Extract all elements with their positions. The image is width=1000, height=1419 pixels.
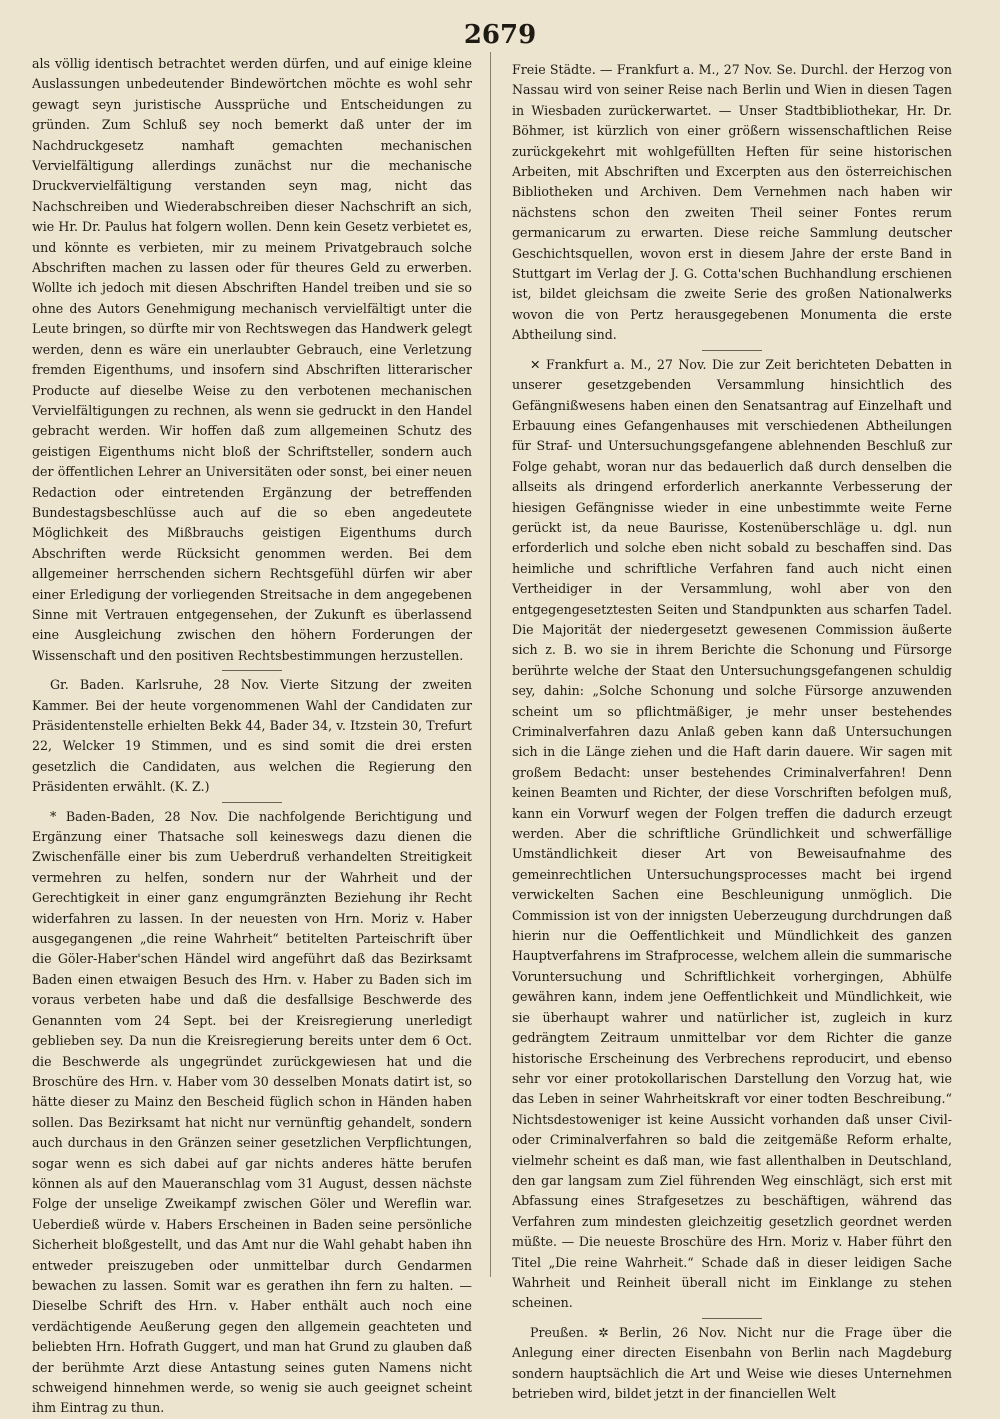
article-separator [702, 1318, 762, 1319]
article-baden-baden: * Baden-Baden, 28 Nov. Die nachfolgende Berichtigung und Ergänzung einer Thatsache soll keineswegs dazu dienen die Zwischenfälle einer bis zum Ueberdruß verhandelten Streitigkeit vermehren zu helfen, sondern nur der Wahrheit und der Gerechtigkeit in einer ganz engumgränzten Beziehung ihr Recht widerfahren zu lassen. In der neuesten von Hrn. Moriz v. Haber ausgegangenen „die reine Wahrheit“ betitelten Parteischrift über die Göler-Haber'schen Händel wird angeführt daß das Bezirksamt Baden einen etwaigen Besuch des Hrn. v. Haber zu Baden sich im voraus verbeten habe und daß die desfallsige Beschwerde des Genannten vom 24 Sept. bei der Kreisregierung unerledigt geblieben sey. Da nun die Kreisregierung bereits unter dem 6 Oct. die Beschwerde als ungegründet zurückgewiesen hat und die Broschüre des Hrn. v. Haber vom 30 desselben Monats datirt ist, so hätte dieser zu Mainz den Bescheid füglich schon in Händen haben sollen. Das Bezirksamt hat nicht nur vernünftig gehandelt, sondern auch durchaus in den Gränzen seiner gesetzlichen Verpflichtungen, sogar wenn es sich dabei auf gar nichts anderes hätte berufen können als auf den Maueranschlag vom 31 August, dessen nächste Folge der unselige Zweikampf zwischen Göler und Wereflin war. Ueberdieß würde v. Habers Erscheinen in Baden seine persönliche Sicherheit bloßgestellt, und das Amt nur die Wahl gehabt haben ihn entweder preiszugeben oder unmittelbar durch Gendarmen bewachen zu lassen. Somit war es gerathen ihn fern zu halten. — Dieselbe Schrift des Hrn. v. Haber enthält auch noch eine verdächtigende Aeußerung gegen den allgemein geachteten und beliebten Hrn. Hofrath Guggert, und man hat Grund zu glauben daß der berühmte Arzt diese Antastung seines guten Namens nicht schweigend hinnehmen werde, so wenig sie auch geeignet scheint ihm Eintrag zu thun. [32, 808, 472, 1416]
left-column [32, 54, 472, 1419]
article-frankfurt-2: ✕ Frankfurt a. M., 27 Nov. Die zur Zeit berichteten Debatten in unserer gesetzgebenden Versammlung hinsichtlich des Gefängnißwesens haben einen den Senatsantrag auf Einzelhaft und Erbauung eines Gefangenhauses mit verschiedenen Abtheilungen für Straf- und Untersuchungsgefangene ablehnenden Beschluß zur Folge gehabt, woran nur das bedauerlich daß durch denselben die allseits als dringend erforderlich anerkannte Verbesserung der hiesigen Gefängnisse wieder in eine unbestimmte weite Ferne gerückt ist, da neue Baurisse, Kostenüberschläge u. dgl. nun erforderlich und solche eben nicht sobald zu beschaffen sind. Das heimliche und schriftliche Verfahren fand auch nicht einen Vertheidiger in der Versammlung, wohl aber von den entgegengesetztesten Seiten und Standpunkten aus scharfen Tadel. Die Majorität der niedergesetzt gewesenen Commission äußerte sich z. B. wo sie in ihrem Berichte die Schonung und Fürsorge berührte welche der Staat den Untersuchungsgefangenen schuldig sey, dahin: „Solche Schonung und solche Fürsorge anzuwenden scheint um so pflichtmäßiger, je mehr unser bestehendes Criminalverfahren dazu Anlaß geben kann daß Untersuchungen sich in die Länge ziehen und die Haft darin dauere. Wir sagen mit großem Bedacht: unser bestehendes Criminalverfahren! Denn keinen Beamten und Richter, der diese Vorschriften befolgen muß, kann ein Vorwurf wegen der Folgen treffen die dadurch erzeugt werden. Aber die schriftliche Gründlichkeit und schwerfällige Umständlichkeit dieser Art von Beweisaufnahme des gemeinrechtlichen Untersuchungsprocesses macht bei irgend verwickelten Sachen eine Beschleunigung unmöglich. Die Commission ist von der innigsten Ueberzeugung durchdrungen daß hierin nur die Oeffentlichkeit und Mündlichkeit des ganzen Hauptverfahrens im Strafprocesse, welchem allein die summarische Voruntersuchung und Schriftlichkeit vorhergingen, Abhülfe gewähren kann, indem jene Oeffentlichkeit und Mündlichkeit, wie sie überhaupt wahrer und natürlicher ist, zugleich in kurz gedrängtem Zeitraum unmittelbar vor dem Richter die ganze historische Erscheinung des Verbrechens reproducirt, und ebenso sehr vor einer protokollarischen Darstellung den Vorzug hat, wie das Leben in seiner Wahrheitskraft vor einer todten Beschreibung.“ Nichtsdestoweniger ist keine Aussicht vorhanden daß unser Civil- oder Criminalverfahren so bald die zeitgemäße Reform erhalte, vielmehr scheint es daß man, wie fast allenthalben in Deutschland, den gar langsam zum Ziel führenden Weg einschlägt, sich erst mit Abfassung eines Strafgesetzes zu beschäftigen, während das Verfahren zum mindesten gleichzeitig gesetzlich geordnet werden müßte. — Die neueste Broschüre des Hrn. Moriz v. Haber führt den Titel „Die reine Wahrheit.“ Schade daß in dieser leidigen Sache Wahrheit und Reinheit überall nicht im Einklange zu stehen scheinen. [512, 356, 952, 1311]
page-number: 2679 [463, 20, 537, 50]
article-copyright-end: als völlig identisch betrachtet werden dürfen, und auf einige kleine Auslassungen unbedeutender Bindewörtchen möchte es wohl sehr gewagt seyn juristische Aussprüche und Entscheidungen zu gründen. Zum Schluß sey noch bemerkt daß unter der im Nachdruckgesetz namhaft gemachten mechanischen Vervielfältigung allerdings zunächst nur die mechanische Druckvervielfältigung verstanden seyn mag, nicht das Nachschreiben und Wiederabschreiben dieser Nachschrift an sich, wie Hr. Dr. Paulus hat folgern wollen. Denn kein Gesetz verbietet es, und könnte es verbieten, mir zu meinem Privatgebrauch solche Abschriften machen zu lassen oder für theures Geld zu erwerben. Wollte ich jedoch mit diesen Abschriften Handel treiben und sie so ohne des Autors Genehmigung mechanisch vervielfältigt unter die Leute bringen, so dürfte mir von Rechtswegen das Handwerk gelegt werden, denn es wäre ein unerlaubter Gebrauch, eine Verletzung fremden Eigenthums, und insofern sind Abschriften litterarischer Producte auf dieselbe Weise zu den verbotenen mechanischen Vervielfältigungen zu rechnen, als wenn sie gedruckt in den Handel gebracht werden. Wir hoffen daß zum allgemeinen Schutz des geistigen Eigenthums nicht bloß der Schriftsteller, sondern auch der öffentlichen Lehrer an Universitäten oder sonst, bei einer neuen Redaction oder eintretenden Ergänzung der betreffenden Bundestagsbeschlüsse auch auf die so eben angedeutete Möglichkeit des Mißbrauchs geistigen Eigenthums durch Abschriften werde Rücksicht genommen werden. Bei dem allgemeiner herrschenden sichern Rechtsgefühl dürfen wir aber einer Erledigung der vorliegenden Streitsache in dem angegebenen Sinne mit Vertrauen entgegensehen, der Zukunft es überlassend eine Ausgleichung zwischen den höhern Forderungen der Wissenschaft und den positiven Rechtsbestimmungen herzustellen. [32, 56, 472, 663]
article-berlin: Preußen. ✲ Berlin, 26 Nov. Nicht nur die Frage über die Anlegung einer directen Eisenbahn von Berlin nach Magdeburg sondern hauptsächlich die Art und Weise wie dieses Unternehmen betrieben wird, bildet jetzt in der financiellen Welt [512, 1324, 952, 1401]
article-separator [222, 802, 282, 803]
column-divider [490, 52, 491, 1277]
article-separator [702, 350, 762, 351]
article-frankfurt-1: Freie Städte. — Frankfurt a. M., 27 Nov. Se. Durchl. der Herzog von Nassau wird von seiner Reise nach Berlin und Wien in diesen Tagen in Wiesbaden zurückerwartet. — Unser Stadtbibliothekar, Hr. Dr. Böhmer, ist kürzlich von einer größern wissenschaftlichen Reise zurückgekehrt mit wohlgefüllten Heften für seine historischen Arbeiten, mit Abschriften und Excerpten aus den österreichischen Bibliotheken und Archiven. Dem Vernehmen nach haben wir nächstens schon den zweiten Theil seiner Fontes rerum germanicarum zu erwarten. Diese reiche Sammlung deutscher Geschichtsquellen, wovon erst in diesem Jahre der erste Band in Stuttgart im Verlag der J. G. Cotta'schen Buchhandlung erschienen ist, bildet gleichsam die zweite Serie des großen Nationalwerks wovon die von Pertz herausgegebenen Monumenta die erste Abtheilung sind. [512, 62, 952, 343]
article-karlsruhe: Gr. Baden. Karlsruhe, 28 Nov. Vierte Sitzung der zweiten Kammer. Bei der heute vorgenommenen Wahl der Candidaten zur Präsidentenstelle erhielten Bekk 44, Bader 34, v. Itzstein 30, Trefurt 22, Welcker 19 Stimmen, und es sind somit die drei ersten gesetzlich die Candidaten, aus welchen die Regierung den Präsidenten erwählt. (K. Z.) [32, 677, 472, 795]
article-separator [222, 670, 282, 671]
right-column [512, 60, 952, 1404]
